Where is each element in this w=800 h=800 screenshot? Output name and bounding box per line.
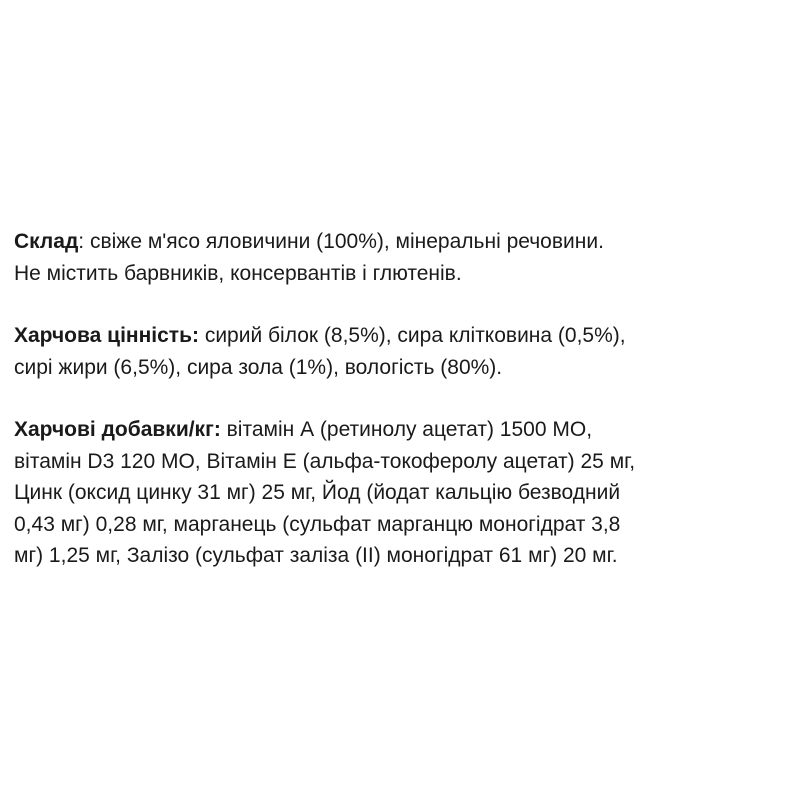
nutrition-line-1 (14, 320, 790, 352)
additives-line-4: 0,43 мг) 0,28 мг, марганець (сульфат марганцю моногідрат 3,8 (14, 512, 621, 536)
additives-line-3: Цинк (оксид цинку 31 мг) 25 мг, Йод (йодат кальцію безводний (14, 481, 621, 504)
additives-label: Харчові добавки/кг: (14, 418, 221, 441)
additives-line-5: мг) 1,25 мг, Залізо (сульфат заліза (II) моногідрат 61 мг) 20 мг. (14, 544, 618, 567)
nutrition-label: Харчова цінність: (14, 324, 199, 347)
additives-line-1 (14, 414, 790, 446)
product-description (14, 226, 790, 603)
additives-section (14, 414, 790, 572)
additives-text: вітамін А (ретинолу ацетат) 1500 МО, (220, 418, 593, 441)
nutrition-text: сирий білок (8,5%), сира клітковина (0,5%), (198, 324, 626, 347)
nutrition-line-2: сирі жири (6,5%), сира зола (1%), вологість (80%). (14, 355, 503, 379)
nutrition-section (14, 320, 790, 383)
additives-line-2: вітамін D3 120 МО, Вітамін Е (альфа-токоферолу ацетат) 25 мг, (14, 449, 636, 473)
composition-label: Склад (14, 230, 79, 253)
composition-text: : свіже м'ясо яловичини (100%), мінеральні речовини. (78, 230, 604, 253)
composition-line-1 (14, 226, 790, 258)
composition-section (14, 226, 790, 289)
composition-line-2: Не містить барвників, консервантів і глютенів. (14, 261, 462, 285)
